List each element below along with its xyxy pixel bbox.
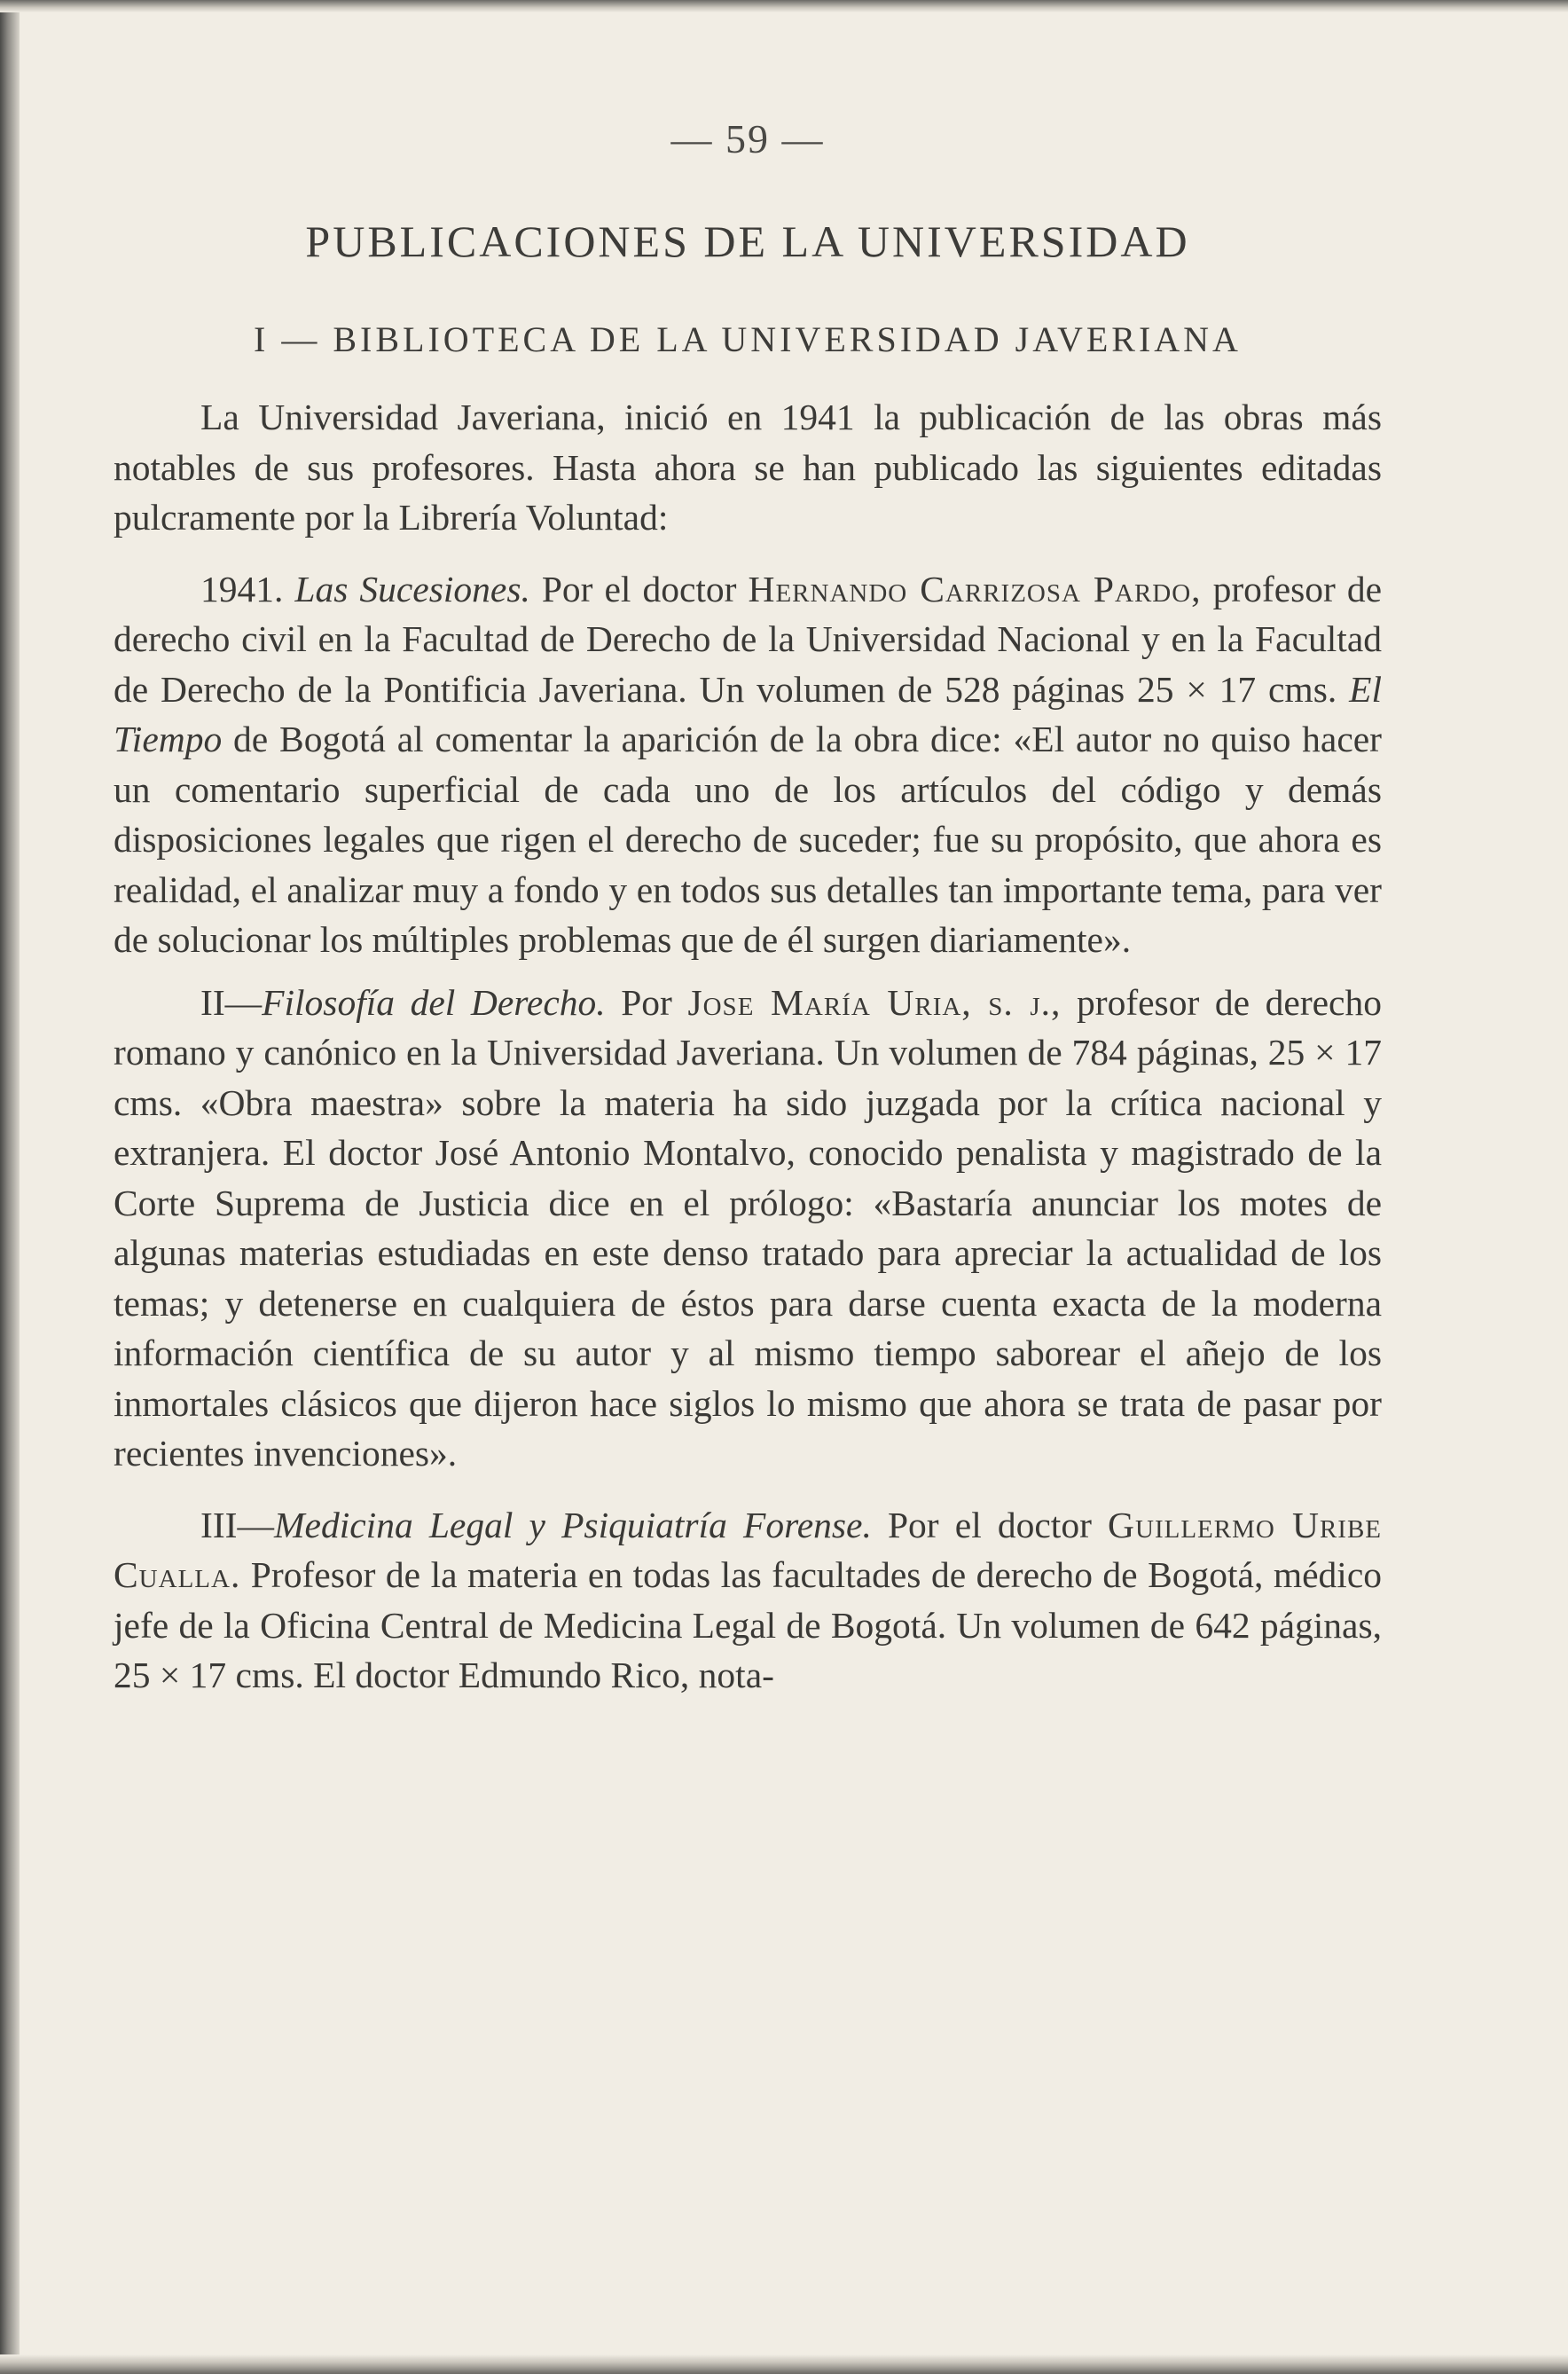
top-edge-shadow (0, 0, 1568, 12)
intro-paragraph: La Universidad Javeriana, inició en 1941 la publicación de las obras más notables de sus profesores. Hasta ahora se han publicado las siguientes editadas pulcramente por la Librería Voluntad: (114, 397, 1382, 538)
spine-shadow (0, 0, 20, 2374)
entry-pre-author: Por (605, 981, 688, 1023)
entry-author: Hernando Carrizosa Pardo, (748, 568, 1202, 609)
entry-ii (114, 978, 1382, 1479)
entry-pre-author: Por el doctor (871, 1504, 1109, 1545)
section-heading: I — BIBLIOTECA DE LA UNIVERSIDAD JAVERIANA (254, 319, 1242, 359)
page-title: PUBLICACIONES DE LA UNIVERSIDAD (305, 216, 1190, 266)
entry-author: Guillermo Uribe Cualla. (114, 1504, 1383, 1595)
entry-body: profesor de derecho civil en la Facultad de Derecho de la Universidad Nacional y en la Facultad de Derecho de la Pontificia Javeriana. Un volumen de 528 páginas 25 × 17 cms. (114, 568, 1383, 710)
entry-1941 (114, 564, 1382, 965)
entry-body: profesor de derecho romano y canónico en la Universidad Javeriana. Un volumen de 784 páginas, 25 × 17 cms. «Obra maestra» sobre la materia ha sido juzgada por la crítica nacional y extranjera. El doctor José Antonio Montalvo, conocido penalista y magistrado de la Corte Suprema de Justicia dice en el prólogo: «Bastaría anunciar los motes de algunas materias estudiadas en este denso tratado para apreciar la actualidad de los temas; y detenerse en cualquiera de éstos para darse cuenta exacta de la moderna información científica de su autor y al mismo tiempo saborear el añejo de los inmortales clásicos que dijeron hace siglos lo mismo que ahora se trata de pasar por recientes invenciones». (114, 981, 1382, 1474)
entry-body: Profesor de la materia en todas las facultades de derecho de Bogotá, médico jefe de la Oficina Central de Medicina Legal de Bogotá. Un volumen de 642 páginas, 25 × 17 cms. El doctor Edmundo Rico, nota- (114, 1554, 1382, 1695)
text-block (114, 115, 1382, 1701)
entry-title: Medicina Legal y Psiquiatría Forense. (273, 1504, 872, 1545)
entry-pre-author: Por el doctor (529, 568, 749, 609)
entry-title: Filosofía del Derecho. (262, 981, 606, 1023)
entry-quote-source: El Tiempo (114, 668, 1382, 759)
entry-lead: III— (200, 1504, 274, 1545)
bottom-edge-shadow (0, 2354, 1568, 2374)
entry-iii (114, 1500, 1382, 1701)
entry-author: Jose María Uria, s. j., (687, 981, 1062, 1023)
entry-title: Las Sucesiones. (294, 568, 530, 609)
entry-tail: de Bogotá al comentar la aparición de la obra dice: «El autor no quiso hacer un comentario superficial de cada uno de los artículos del código y demás disposiciones legales que rigen el derecho de suceder; fue su propósito, que ahora es realidad, el analizar muy a fondo y en todos sus detalles tan importante tema, para ver de solucionar los múltiples problemas que de él surgen diariamente». (114, 719, 1382, 960)
entry-lead: 1941. (200, 568, 284, 609)
entry-lead: II— (200, 981, 263, 1023)
page-number: — 59 — (670, 116, 825, 161)
